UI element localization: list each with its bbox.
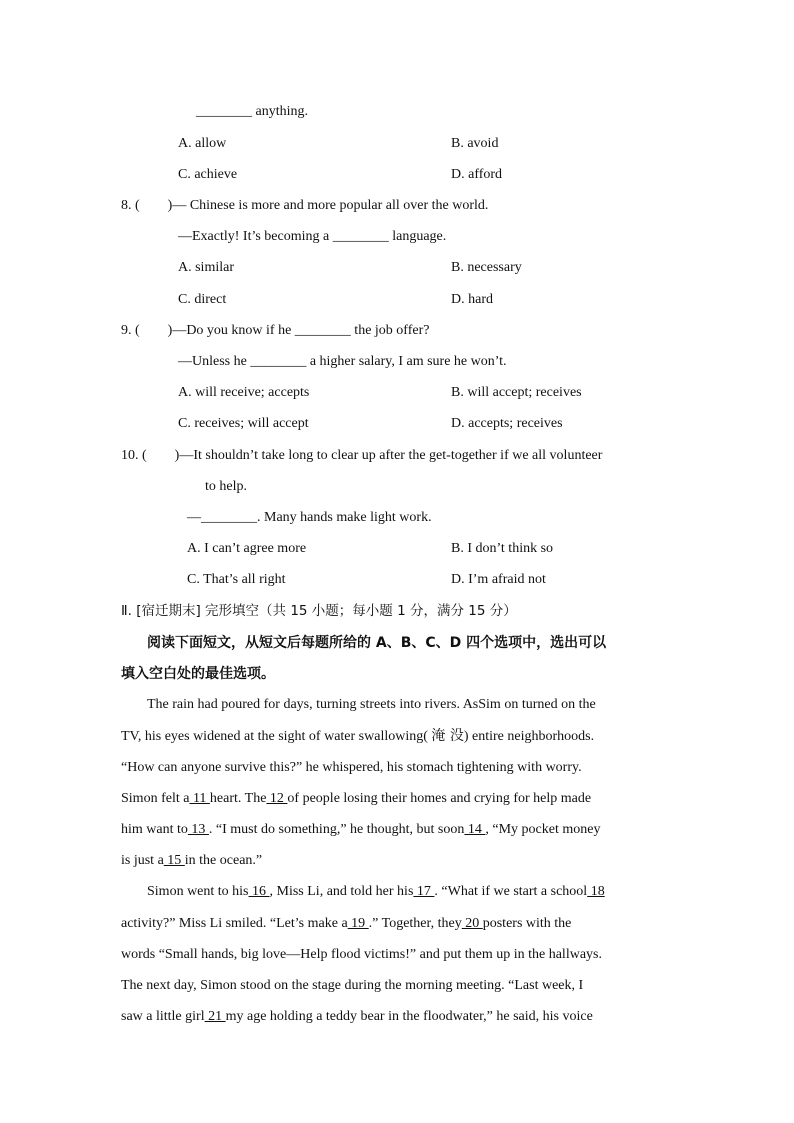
passage-line [121,914,571,934]
blank-19: 19 [347,916,369,931]
q7-option-a: A. allow [178,136,227,151]
blank-15: 15 [163,853,185,868]
passage-text: of people losing their homes and crying for help made [287,791,592,806]
passage-text: Simon felt a [121,791,190,806]
blank-11: 11 [189,791,210,806]
passage-text: my age holding a teddy bear in the floodwater,” he said, his voice [225,1009,593,1024]
passage-line [121,726,594,747]
blank-14: 14 [464,822,486,837]
blank-21: 21 [204,1009,226,1024]
passage-text: heart. The [209,791,267,806]
q10-stem: 10. ( )—It shouldn’t take long to clear up after the get-together if we all volunteer [121,448,603,463]
q9-option-a: A. will receive; accepts [178,385,310,400]
q9-option-b: B. will accept; receives [451,385,582,400]
passage-text: Simon went to his [147,884,249,899]
passage-text: saw a little girl [121,1009,205,1024]
q7-option-b: B. avoid [451,136,499,151]
q8-option-b: B. necessary [451,260,522,275]
q10-stem-continuation: to help. [205,479,247,494]
section-header: Ⅱ. [宿迁期末] 完形填空（共 15 小题；每小题 1 分，满分 15 分） [121,603,517,619]
passage-text: activity?” Miss Li smiled. “Let’s make a [121,916,348,931]
passage-text: , “My pocket money [485,822,601,837]
passage-line [121,851,262,871]
q8-option-c: C. direct [178,292,227,307]
q9-stem: 9. ( )—Do you know if he ________ the job offer? [121,323,430,338]
passage-text: , Miss Li, and told her his [269,884,414,899]
section-instruction: 阅读下面短文，从短文后每题所给的 A、B、C、D 四个选项中，选出可以 [147,635,607,651]
q10-response: —________. Many hands make light work. [187,510,432,525]
section-instruction-continuation: 填入空白处的最佳选项。 [121,666,275,682]
passage-line: The next day, Simon stood on the stage during the morning meeting. “Last week, I [121,978,584,993]
q9-option-c: C. receives; will accept [178,416,309,431]
q8-option-d: D. hard [451,292,493,307]
passage-text: ) entire neighborhoods. [463,729,595,744]
passage-line: “How can anyone survive this?” he whispered, his stomach tightening with worry. [121,760,582,775]
passage-line [147,882,605,902]
passage-line [121,789,591,809]
passage-text: . “What if we start a school [434,884,588,899]
q9-option-d: D. accepts; receives [451,416,563,431]
blank-17: 17 [413,884,435,899]
passage-text: TV, his eyes widened at the sight of water swallowing( [121,729,432,744]
q10-option-c: C. That’s all right [187,572,286,587]
q10-option-d: D. I’m afraid not [451,572,546,587]
blank-12: 12 [266,791,288,806]
blank-18: 18 [587,884,605,899]
passage-line: The rain had poured for days, turning streets into rivers. AsSim on turned on the [147,697,596,712]
q8-option-a: A. similar [178,260,234,275]
passage-line: words “Small hands, big love—Help flood victims!” and put them up in the hallways. [121,947,602,962]
q7-option-d: D. afford [451,167,503,182]
passage-line [121,1007,593,1027]
passage-text: in the ocean.” [184,853,263,868]
passage-text: is just a [121,853,164,868]
blank-20: 20 [461,916,483,931]
blank-13: 13 [187,822,209,837]
q8-stem: 8. ( )— Chinese is more and more popular all over the world. [121,198,489,213]
q10-option-a: A. I can’t agree more [187,541,307,556]
passage-line [121,820,600,840]
passage-text: him want to [121,822,188,837]
q7-option-c: C. achieve [178,167,238,182]
passage-text: . “I must do something,” he thought, but soon [208,822,465,837]
passage-text: posters with the [482,916,572,931]
chinese-gloss: 淹 没 [431,728,464,744]
q8-response: —Exactly! It’s becoming a ________ language. [178,229,447,244]
blank-16: 16 [248,884,270,899]
q9-response: —Unless he ________ a higher salary, I am sure he won’t. [178,354,507,369]
q10-option-b: B. I don’t think so [451,541,554,556]
passage-text: .” Together, they [368,916,462,931]
q7-stem-continuation: ________ anything. [196,104,308,119]
